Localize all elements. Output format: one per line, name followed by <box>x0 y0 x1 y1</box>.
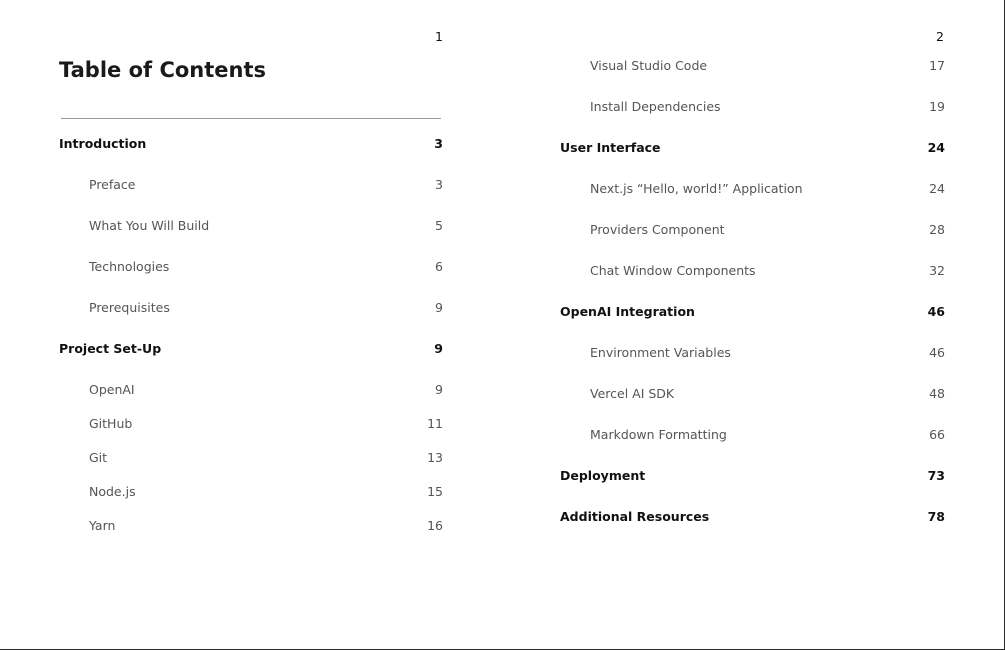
toc-entry-chat-window-components[interactable] <box>560 261 945 281</box>
toc-title: Table of Contents <box>59 58 267 82</box>
toc-entry-deployment[interactable] <box>560 466 945 486</box>
toc-entry-additional-resources[interactable] <box>560 507 945 527</box>
toc-entry-label: Deployment <box>560 468 646 483</box>
page-1 <box>0 0 502 648</box>
toc-entry-project-set-up[interactable] <box>59 339 443 359</box>
toc-entry-label: User Interface <box>560 140 661 155</box>
toc-entry-openai[interactable] <box>59 380 443 400</box>
toc-entry-label: Markdown Formatting <box>590 427 727 442</box>
toc-entry-page: 3 <box>435 177 443 192</box>
toc-entry-nextjs-hello-world[interactable] <box>560 179 945 199</box>
toc-entry-nodejs[interactable] <box>59 482 443 502</box>
toc-entry-user-interface[interactable] <box>560 138 945 158</box>
toc-entry-what-you-will-build[interactable] <box>59 216 443 236</box>
toc-entry-label: Introduction <box>59 136 147 151</box>
toc-entry-page: 11 <box>427 416 443 431</box>
toc-entry-git[interactable] <box>59 448 443 468</box>
toc-entry-vercel-ai-sdk[interactable] <box>560 384 945 404</box>
toc-entry-page: 24 <box>929 181 945 196</box>
title-divider <box>61 118 441 119</box>
toc-entry-label: Git <box>89 450 108 465</box>
toc-entry-preface[interactable] <box>59 175 443 195</box>
page-2 <box>502 0 1004 648</box>
toc-entry-label: Install Dependencies <box>590 99 721 114</box>
toc-entry-page: 3 <box>434 136 443 151</box>
toc-entry-label: Vercel AI SDK <box>590 386 675 401</box>
toc-entry-page: 32 <box>929 263 945 278</box>
toc-entry-providers-component[interactable] <box>560 220 945 240</box>
toc-entry-prerequisites[interactable] <box>59 298 443 318</box>
toc-entry-page: 17 <box>929 58 945 73</box>
page-number: 2 <box>936 29 944 44</box>
toc-entry-label: Next.js “Hello, world!” Application <box>590 181 803 196</box>
toc-entry-page: 19 <box>929 99 945 114</box>
toc-entry-markdown-formatting[interactable] <box>560 425 945 445</box>
toc-entry-page: 28 <box>929 222 945 237</box>
toc-entry-github[interactable] <box>59 414 443 434</box>
toc-entry-openai-integration[interactable] <box>560 302 945 322</box>
toc-entry-label: OpenAI Integration <box>560 304 695 319</box>
toc-entry-label: Visual Studio Code <box>590 58 708 73</box>
page-number: 1 <box>435 29 443 44</box>
toc-entry-visual-studio-code[interactable] <box>560 56 945 76</box>
toc-entry-introduction[interactable] <box>59 134 443 154</box>
toc-entry-page: 9 <box>435 300 443 315</box>
toc-entry-label: GitHub <box>89 416 133 431</box>
toc-entry-page: 46 <box>929 345 945 360</box>
toc-entry-label: Chat Window Components <box>590 263 756 278</box>
toc-entry-page: 73 <box>927 468 945 483</box>
toc-entry-label: What You Will Build <box>89 218 210 233</box>
toc-entry-page: 46 <box>927 304 945 319</box>
toc-entry-page: 66 <box>929 427 945 442</box>
toc-entry-label: Technologies <box>89 259 170 274</box>
toc-entry-page: 78 <box>927 509 945 524</box>
toc-entry-environment-variables[interactable] <box>560 343 945 363</box>
toc-entry-page: 5 <box>435 218 443 233</box>
toc-entry-label: Node.js <box>89 484 136 499</box>
toc-entry-label: Additional Resources <box>560 509 710 524</box>
toc-entry-label: Project Set-Up <box>59 341 162 356</box>
toc-entry-yarn[interactable] <box>59 516 443 536</box>
toc-entry-page: 6 <box>435 259 443 274</box>
toc-entry-label: Prerequisites <box>89 300 170 315</box>
toc-entry-page: 9 <box>435 382 443 397</box>
toc-entry-label: Providers Component <box>590 222 725 237</box>
toc-entry-page: 16 <box>427 518 443 533</box>
toc-entry-technologies[interactable] <box>59 257 443 277</box>
toc-entry-page: 15 <box>427 484 443 499</box>
toc-entry-page: 48 <box>929 386 945 401</box>
toc-entry-page: 13 <box>427 450 443 465</box>
toc-entry-install-dependencies[interactable] <box>560 97 945 117</box>
toc-entry-label: Environment Variables <box>590 345 731 360</box>
toc-entry-page: 24 <box>927 140 945 155</box>
toc-entry-page: 9 <box>434 341 443 356</box>
toc-entry-label: Preface <box>89 177 136 192</box>
toc-entry-label: Yarn <box>89 518 116 533</box>
toc-entry-label: OpenAI <box>89 382 135 397</box>
